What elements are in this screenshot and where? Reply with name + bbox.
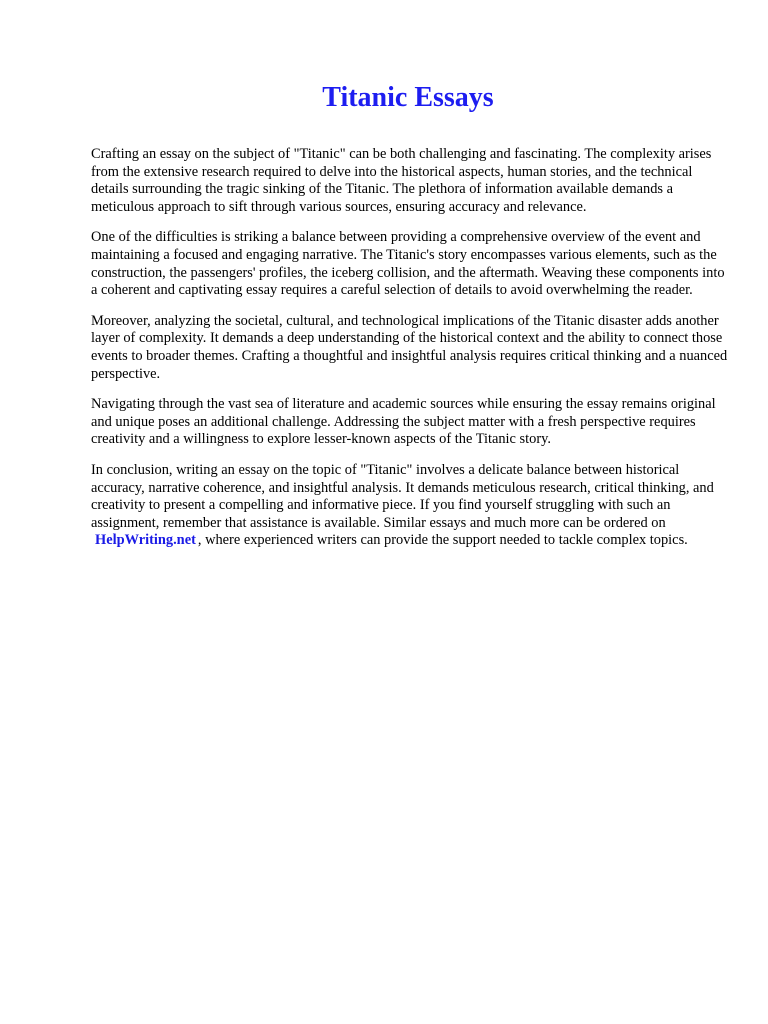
paragraph-intro: Crafting an essay on the subject of "Titanic" can be both challenging and fascinating. The complexity arises from the extensive research required to delve into the historical aspects, human stories, and the technical details surrounding the tragic sinking of the Titanic. The plethora of information available demands a meticulous approach to sift through various sources, ensuring accuracy and relevance. bbox=[91, 146, 712, 215]
essay-body bbox=[91, 146, 731, 563]
paragraph-implications: Moreover, analyzing the societal, cultural, and technological implications of the Titanic disaster adds another layer of complexity. It demands a deep understanding of the historical context and the ability to connect those events to broader themes. Crafting a thoughtful and insightful analysis requires critical thinking and a nuanced perspective. bbox=[91, 312, 728, 382]
paragraph-sources: Navigating through the vast sea of literature and academic sources while ensuring the essay remains original and unique poses an additional challenge. Addressing the subject matter with a fresh perspective requires creativity and a willingness to explore lesser-known aspects of the Titanic story. bbox=[91, 396, 716, 448]
paragraph-difficulties: One of the difficulties is striking a balance between providing a comprehensive overview of the event and maintaining a focused and engaging narrative. The Titanic's story encompasses various elements, such as the construction, the passengers' profiles, the iceberg collision, and the aftermath. Weaving these components into a coherent and captivating essay requires a careful selection of details to avoid overwhelming the reader. bbox=[91, 229, 725, 299]
paragraph-conclusion bbox=[91, 462, 731, 550]
helpwriting-link[interactable]: HelpWriting.net bbox=[95, 532, 196, 549]
conclusion-text: In conclusion, writing an essay on the topic of "Titanic" involves a delicate balance between historical accuracy, narrative coherence, and insightful analysis. It demands meticulous research, critical thinking, and creativity to present a compelling and informative piece. If you find yourself struggling with such an assignment, remember that assistance is available. Similar essays and much more can be ordered on bbox=[91, 461, 714, 531]
conclusion-text-end: , where experienced writers can provide the support needed to tackle complex topics. bbox=[197, 532, 688, 549]
page-title: Titanic Essays bbox=[322, 82, 494, 113]
